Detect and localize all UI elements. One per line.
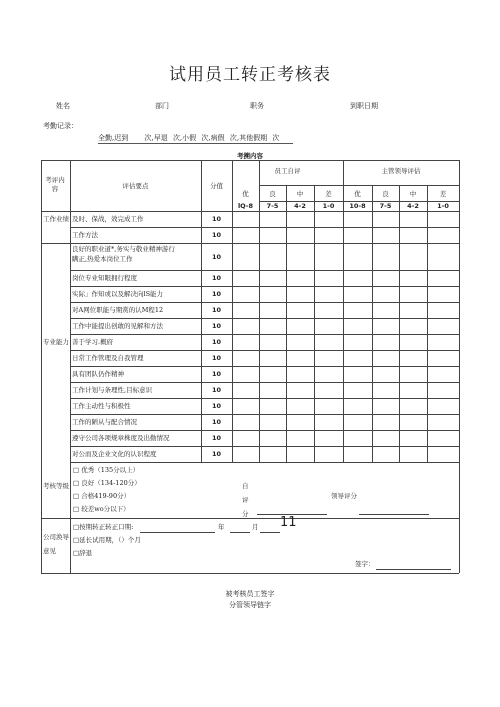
row-divider — [70, 446, 459, 447]
year-label: 年 — [218, 523, 225, 531]
row-divider — [70, 286, 459, 287]
row-divider — [41, 243, 459, 244]
row-divider — [70, 334, 459, 335]
month-label: 月 — [252, 523, 259, 531]
score-range: 1-0 — [437, 202, 449, 210]
attendance-underline — [98, 143, 293, 144]
criteria-text: 实际」作知或以及解决向lS能力 — [72, 290, 164, 298]
opinion-option-dismiss[interactable]: □辞退 — [73, 549, 93, 557]
name-label: 姓名 — [56, 102, 70, 110]
row-divider — [70, 462, 459, 463]
attendance-item: 次,病假 — [201, 134, 225, 142]
column-header-points: 评估要点 — [122, 182, 149, 190]
manager-score-underline — [359, 514, 429, 515]
table-top-border — [41, 160, 459, 161]
score-range: 7-5 — [266, 202, 279, 210]
signature-label: 签字： — [355, 560, 375, 568]
level-label: 中 — [409, 190, 417, 198]
row-divider — [70, 382, 459, 383]
row-divider — [70, 430, 459, 431]
column-header-self-eval: 员工自评 — [274, 167, 301, 175]
row-divider — [70, 398, 459, 399]
employee-signature-label: 被考核员工签字 — [225, 590, 275, 598]
attendance-item: 全勤,迟到 — [98, 134, 129, 142]
table-vline — [70, 160, 71, 462]
attendance-items — [98, 133, 282, 143]
criteria-text: 瞒正,热爱本岗位工作 — [72, 255, 133, 263]
column-header-manager-eval: 主管领导评估 — [381, 167, 421, 175]
manager-signature-label: 分管领导链字 — [229, 601, 271, 609]
criteria-text: 工作主动性与积极性 — [72, 402, 131, 410]
criteria-text: 工作方法 — [72, 231, 98, 239]
column-header-content: 考评内容 — [45, 176, 65, 193]
row-divider — [70, 318, 459, 319]
start-date-label: 到职日期 — [350, 102, 378, 110]
criteria-score: 10 — [211, 450, 222, 458]
grade-option[interactable]: □ 优秀（135分以上） — [73, 466, 140, 474]
score-range: 10-8 — [349, 202, 366, 210]
row-divider — [70, 227, 459, 228]
criteria-text: 工作计划与条理性,目标意识 — [72, 386, 153, 394]
criteria-text: 工作中能提出创敢的见解和方法 — [72, 322, 163, 330]
date-underline — [230, 532, 250, 533]
score-range: 1-0 — [322, 202, 335, 210]
table-left-border — [41, 160, 42, 573]
date-underline — [140, 532, 215, 533]
grade-option[interactable]: □ 良好（134-120分） — [73, 479, 141, 487]
opinion-option-regular[interactable]: □按期转正转正口期: — [73, 523, 134, 531]
attendance-label: 考勤记录： — [43, 122, 78, 130]
self-score-label: 自评分 — [242, 482, 249, 518]
grade-option[interactable]: □ 较差wo分以下） — [73, 505, 130, 513]
day-value: 11 — [280, 515, 297, 530]
grade-option[interactable]: □ 合格419-90分） — [73, 492, 131, 500]
level-label: 良 — [382, 190, 389, 198]
criteria-text: 及时、保战，效完成工作 — [72, 215, 144, 223]
header-bottom-line — [41, 211, 459, 212]
table-caption: 考搠内容 — [237, 152, 263, 160]
row-divider — [70, 270, 459, 271]
criteria-text: 善于学习.概府 — [72, 338, 114, 346]
criteria-text: 遵守公司各项规章株度及出勤情况 — [72, 434, 170, 442]
row-divider — [70, 350, 459, 351]
criteria-score: 10 — [211, 402, 222, 410]
score-range: 4-2 — [294, 202, 306, 210]
criteria-text: 具有团队仍作精神 — [72, 370, 124, 378]
table-right-border — [459, 160, 460, 573]
criteria-score: 10 — [211, 354, 222, 362]
manager-score-label: 领导评分 — [331, 492, 357, 500]
section-vline — [70, 462, 71, 573]
score-range: 7-5 — [379, 202, 392, 210]
attendance-item: 次,小假 — [172, 134, 197, 142]
criteria-score: 10 — [211, 418, 222, 426]
date-underline — [260, 532, 280, 533]
criteria-score: 10 — [211, 386, 222, 394]
criteria-score: 10 — [211, 231, 222, 239]
score-range: 4-2 — [407, 202, 419, 210]
signature-underline — [376, 569, 451, 570]
criteria-score: 10 — [211, 274, 222, 282]
row-divider — [70, 414, 459, 415]
level-label: 中 — [296, 190, 304, 198]
level-label: 优 — [354, 190, 361, 198]
criteria-text: 工作的陋从与配合情况 — [72, 418, 137, 426]
header-line — [259, 185, 459, 186]
position-label: 职务 — [250, 102, 264, 110]
grade-label: 考核等级 — [43, 482, 69, 490]
opinion-label: 公司涣导意见 — [43, 533, 69, 555]
criteria-score: 10 — [211, 306, 222, 314]
row-divider — [70, 366, 459, 367]
row-divider — [70, 302, 459, 303]
attendance-item: 次,早退 — [144, 134, 168, 142]
group-label-ability: 专业能力 — [43, 338, 69, 346]
criteria-score: 10 — [211, 215, 222, 223]
criteria-text: 对A网位职能与期赏的认M程12 — [72, 306, 164, 314]
criteria-score: 10 — [211, 290, 222, 298]
group-label-performance: 工作业绩 — [43, 215, 69, 223]
column-header-score: 分值 — [210, 182, 223, 190]
criteria-text: 岗位专业知眼拥行程度 — [72, 274, 137, 282]
dept-label: 部门 — [155, 102, 169, 110]
criteria-score: 10 — [211, 322, 222, 330]
criteria-text: 日常工作管理及自我管理 — [72, 354, 144, 362]
criteria-score: 10 — [211, 434, 222, 442]
criteria-score: 10 — [211, 370, 222, 378]
criteria-text: 对公而及企业文化的认识程度 — [72, 450, 157, 458]
criteria-score: 10 — [211, 252, 222, 261]
level-label: 差 — [439, 190, 447, 198]
attendance-item: 次,其他假期 — [229, 134, 268, 142]
table-bottom-border — [41, 573, 459, 574]
criteria-text: 良好的职业道*,务实与敬业精神游行 — [72, 245, 175, 253]
level-label: 优 — [242, 190, 249, 198]
form-title: 试用员工转正考核表 — [169, 65, 331, 85]
opinion-option-extend[interactable]: □延长试用期，（）个月 — [73, 536, 141, 544]
level-label: 良 — [269, 190, 276, 198]
level-label: 差 — [325, 190, 332, 198]
attendance-item: 次 — [272, 134, 280, 142]
criteria-score: 10 — [211, 338, 222, 346]
score-range: lQ-8 — [237, 202, 254, 210]
